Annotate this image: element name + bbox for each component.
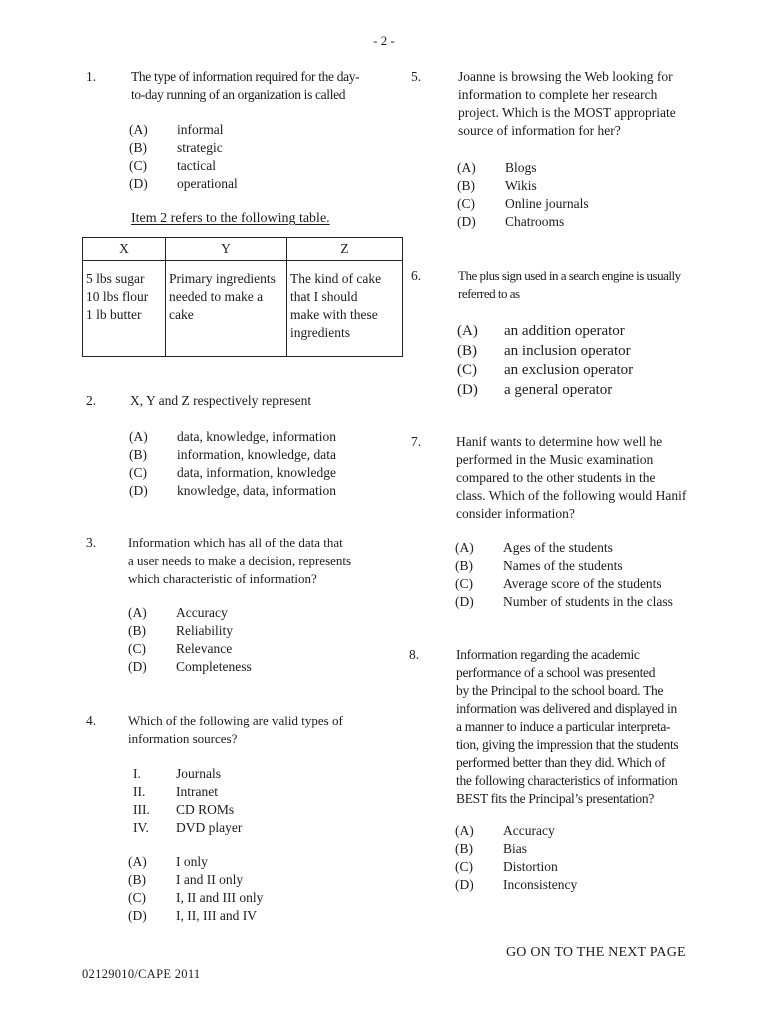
stem-line: source of information for her? [458,123,621,138]
go-on-next-page: GO ON TO THE NEXT PAGE [506,945,686,960]
question-stem [128,534,403,588]
question-stem [128,712,403,748]
question-number: 6. [411,268,422,283]
question-stem [456,433,709,523]
stem-line: tion, giving the impression that the students [456,737,679,752]
question-number: 7. [411,434,422,449]
stem-line: project. Which is the MOST appropriate [458,105,676,120]
table-cell-x: 5 lbs sugar 10 lbs flour 1 lb butter [83,261,166,357]
stem-line: Information which has all of the data that [128,535,343,550]
stem-line: performed in the Music examination [456,452,654,467]
question-stem [458,68,709,140]
question-stem [456,646,709,808]
stem-line: Which of the following are valid types of [128,713,343,728]
table-header: Z [287,238,403,261]
page-number: - 2 - [373,33,395,48]
table-cell-y: Primary ingredients needed to make a cake [166,261,287,357]
stem-line: consider information? [456,506,575,521]
stem-line: performance of a school was presented [456,665,656,680]
stem-line: BEST fits the Principal’s presentation? [456,791,655,806]
question-stem [130,392,402,410]
question-number: 5. [411,69,422,84]
question-number: 4. [86,713,97,728]
stem-line: Hanif wants to determine how well he [456,434,663,449]
question-number: 2. [86,393,97,408]
paper-code: 02129010/CAPE 2011 [82,967,201,981]
stem-line: information was delivered and displayed in [456,701,677,716]
stem-line: information sources? [128,731,238,746]
xyz-table [82,237,403,357]
stem-line: information to complete her research [458,87,658,102]
stem-line: a user needs to make a decision, represents [128,553,352,568]
stem-line: The plus sign used in a search engine is usually [458,268,681,283]
question-number: 8. [409,647,420,662]
stem-line: by the Principal to the school board. The [456,683,664,698]
table-header: Y [166,238,287,261]
question-stem [458,267,709,303]
stem-line: performed better than they did. Which of [456,755,666,770]
stem-line: which characteristic of information? [128,571,317,586]
table-header: X [83,238,166,261]
stem-line: the following characteristics of information [456,773,678,788]
stem-line: Joanne is browsing the Web looking for [458,69,673,84]
stem-line: X, Y and Z respectively represent [130,393,312,408]
stem-line: to-day running of an organization is called [131,87,346,102]
table-header-row [83,238,403,261]
question-number: 3. [86,535,97,550]
stem-line: referred to as [458,286,520,301]
stem-line: class. Which of the following would Hanif [456,488,687,503]
stem-line: a manner to induce a particular interpreta- [456,719,671,734]
stem-line: compared to the other students in the [456,470,656,485]
item-2-intro: Item 2 refers to the following table. [131,211,330,226]
table-row [83,261,403,357]
question-number: 1. [86,69,97,84]
stem-line: The type of information required for the day- [131,69,360,84]
question-stem [131,68,403,104]
table-cell-z: The kind of cake that I should make with these ingredients [287,261,403,357]
stem-line: Information regarding the academic [456,647,640,662]
